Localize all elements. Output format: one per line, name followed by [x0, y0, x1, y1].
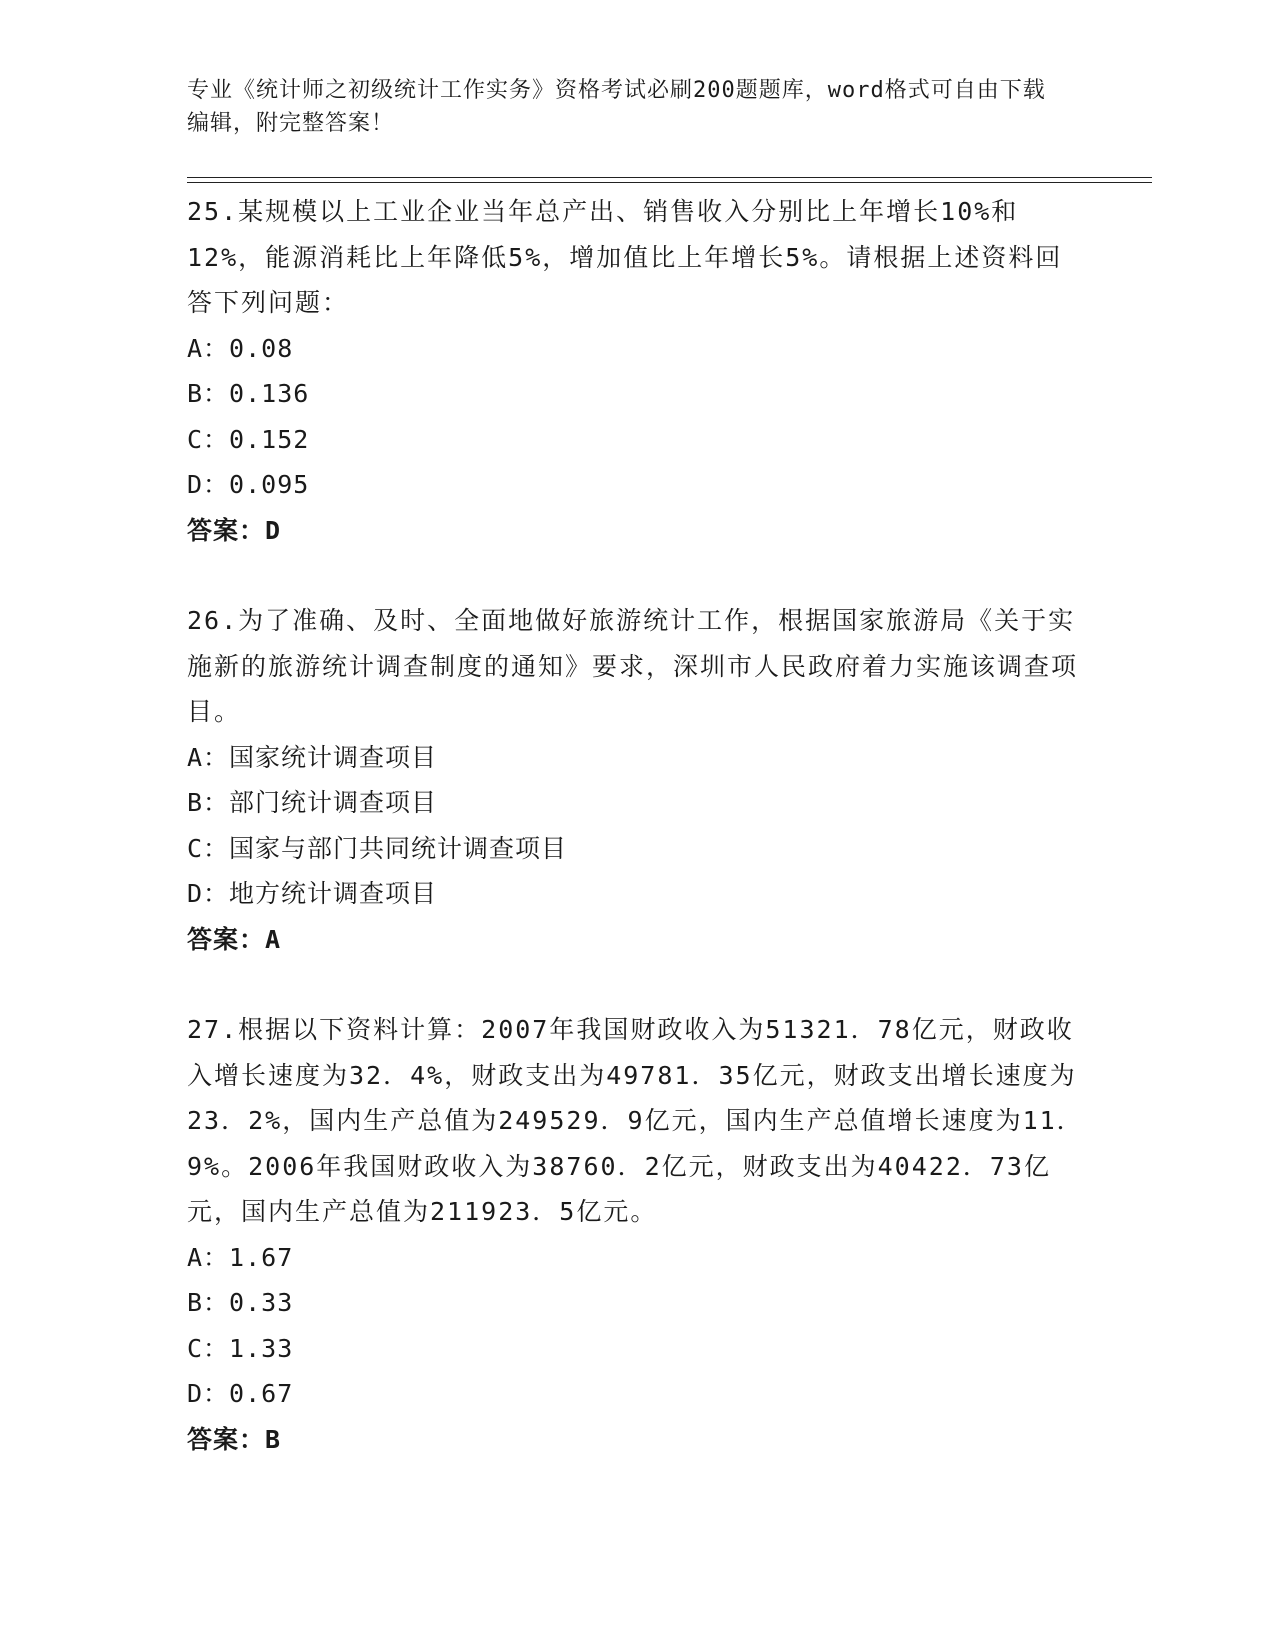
option-d: D：地方统计调查项目: [187, 879, 438, 908]
answer: 答案：B: [187, 1424, 282, 1454]
option-a: A：0.08: [187, 333, 294, 363]
option-b: B：部门统计调查项目: [187, 788, 438, 817]
question-stem: 25.某规模以上工业企业当年总产出、销售收入分别比上年增长10%和12%，能源消耗比上年降低5%，增加值比上年增长5%。请根据上述资料回答下列问题：: [187, 197, 1063, 317]
answer: 答案：D: [187, 515, 282, 545]
option-a: A：国家统计调查项目: [187, 742, 438, 772]
option-c: C：0.152: [187, 424, 310, 454]
option-a: A：1.67: [187, 1242, 294, 1272]
option-b: B：0.33: [187, 1288, 294, 1317]
question-27: [187, 1007, 1087, 1462]
questions-list: [187, 189, 1087, 1462]
header-divider-bottom: [187, 182, 1152, 183]
question-25: [187, 189, 1087, 553]
option-c: C：1.33: [187, 1333, 294, 1363]
option-d: D：0.67: [187, 1379, 294, 1408]
option-c: C：国家与部门共同统计调查项目: [187, 833, 568, 863]
question-stem: 27.根据以下资料计算：2007年我国财政收入为51321．78亿元，财政收入增长速度为32．4%，财政支出为49781．35亿元，财政支出增长速度为23．2%，国内生产总值为249529．9亿元，国内生产总值增长速度为11．9%。2006年我国财政收入为38760．2亿元，财政支出为40422．73亿元，国内生产总值为211923．5亿元。: [187, 1015, 1084, 1226]
option-d: D：0.095: [187, 470, 310, 499]
question-spacer: [187, 553, 1087, 598]
option-b: B：0.136: [187, 379, 310, 408]
page-header: 专业《统计师之初级统计工作实务》资格考试必刷200题题库，word格式可自由下载编辑，附完整答案！: [187, 78, 1046, 136]
answer: 答案：A: [187, 924, 282, 954]
question-spacer: [187, 962, 1087, 1007]
question-26: [187, 598, 1087, 962]
question-stem: 26.为了准确、及时、全面地做好旅游统计工作，根据国家旅游局《关于实施新的旅游统计调查制度的通知》要求，深圳市人民政府着力实施该调查项目。: [187, 606, 1079, 726]
header-divider-top: [187, 177, 1152, 178]
